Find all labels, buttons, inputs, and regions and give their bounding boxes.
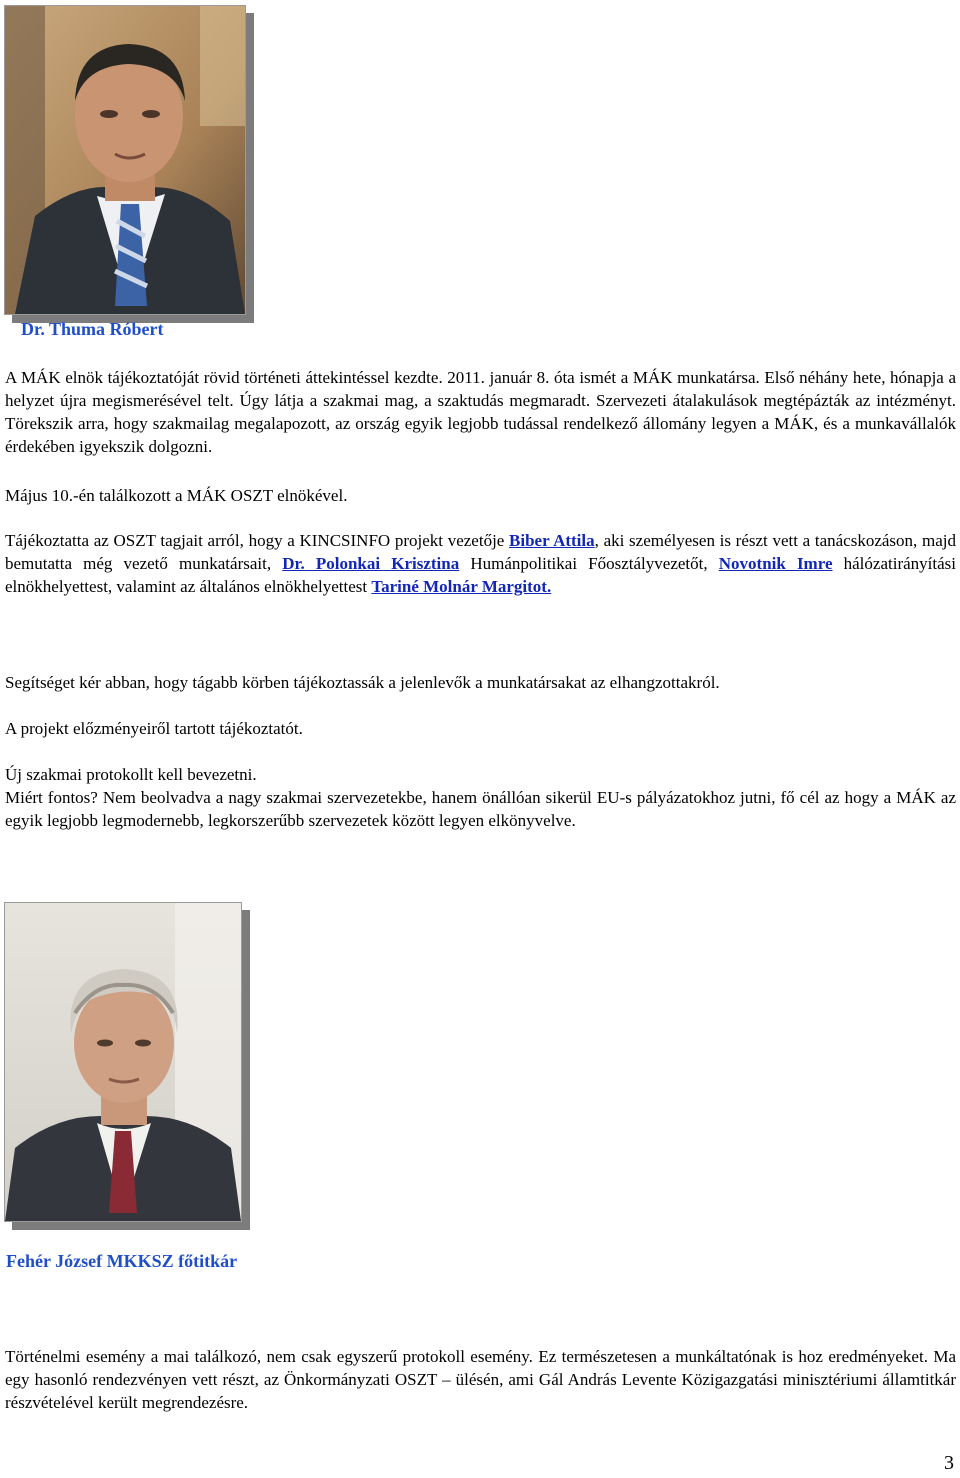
- paragraph-project-history: A projekt előzményeiről tartott tájékoztatót.: [5, 719, 303, 738]
- paragraph-kincsinfo: [5, 529, 956, 598]
- link-biber-attila[interactable]: Biber Attila: [509, 531, 595, 550]
- portrait-photo-thuma: [4, 5, 246, 315]
- caption-thuma: Dr. Thuma Róbert: [21, 319, 164, 339]
- paragraph-protocol: [5, 763, 956, 832]
- link-polonkai-krisztina[interactable]: Dr. Polonkai Krisztina: [282, 554, 460, 573]
- paragraph-historic-event: Történelmi esemény a mai találkozó, nem csak egyszerű protokoll esemény. Ez természetesen a munkáltatónak is hoz eredményeket. Ma egy hasonló rendezvényen vett részt, az Önkormányzati OSZT – ülésén, ami Gál András Levente Közigazgatási minisztériumi államtitkár részvételével került megrendezésre.: [5, 1347, 956, 1412]
- portrait-photo-feher: [4, 902, 242, 1222]
- text-segment: Humánpolitikai Főosztályvezetőt,: [459, 554, 719, 573]
- portrait-image: [5, 903, 241, 1221]
- text-segment: Tájékoztatta az OSZT tagjait arról, hogy a KINCSINFO projekt vezetője: [5, 531, 510, 550]
- link-tarine-molnar-margit[interactable]: Tariné Molnár Margitot.: [371, 577, 552, 596]
- paragraph-request: Segítséget kér abban, hogy tágabb körben tájékoztassák a jelenlevők a munkatársakat az elhangzottakról.: [5, 673, 720, 692]
- page-number: 3: [944, 1452, 954, 1474]
- portrait-image: [5, 6, 245, 314]
- protocol-line: Új szakmai protokollt kell bevezetni.: [5, 765, 257, 784]
- caption-feher: Fehér József MKKSZ főtitkár: [6, 1251, 238, 1271]
- protocol-why: Miért fontos? Nem beolvadva a nagy szakmai szervezetekbe, hanem önállóan sikerül EU-s pályázatokhoz jutni, fő cél az hogy a MÁK az egyik legjobb legmodernebb, legkorszerűbb szervezetek között legyen elkönyvelve.: [5, 788, 956, 830]
- paragraph-intro: A MÁK elnök tájékoztatóját rövid történeti áttekintéssel kezdte. 2011. január 8. óta ismét a MÁK munkatársa. Első néhány hete, hónapja a helyzet újra megismerésével telt. Úgy látja a szakmai mag, a szaktudás megmaradt. Szervezeti átalakulások megtépázták az intézményt. Törekszik arra, hogy szakmailag megalapozott, az ország egyik legjobb tudással rendelkező állomány legyen a MÁK, és a munkavállalók érdekében igyekszik dolgozni.: [5, 368, 956, 456]
- link-novotnik-imre[interactable]: Novotnik Imre: [718, 554, 833, 573]
- paragraph-meeting-date: Május 10.-én találkozott a MÁK OSZT elnökével.: [5, 486, 348, 505]
- text-segment: hálózatirányítási elnökhelyettest, valamint az általános elnökhelyettest: [5, 554, 956, 596]
- text-segment: , aki személyesen is részt vett a tanácskozáson, majd bemutatta még vezető munkatársait,: [5, 531, 956, 573]
